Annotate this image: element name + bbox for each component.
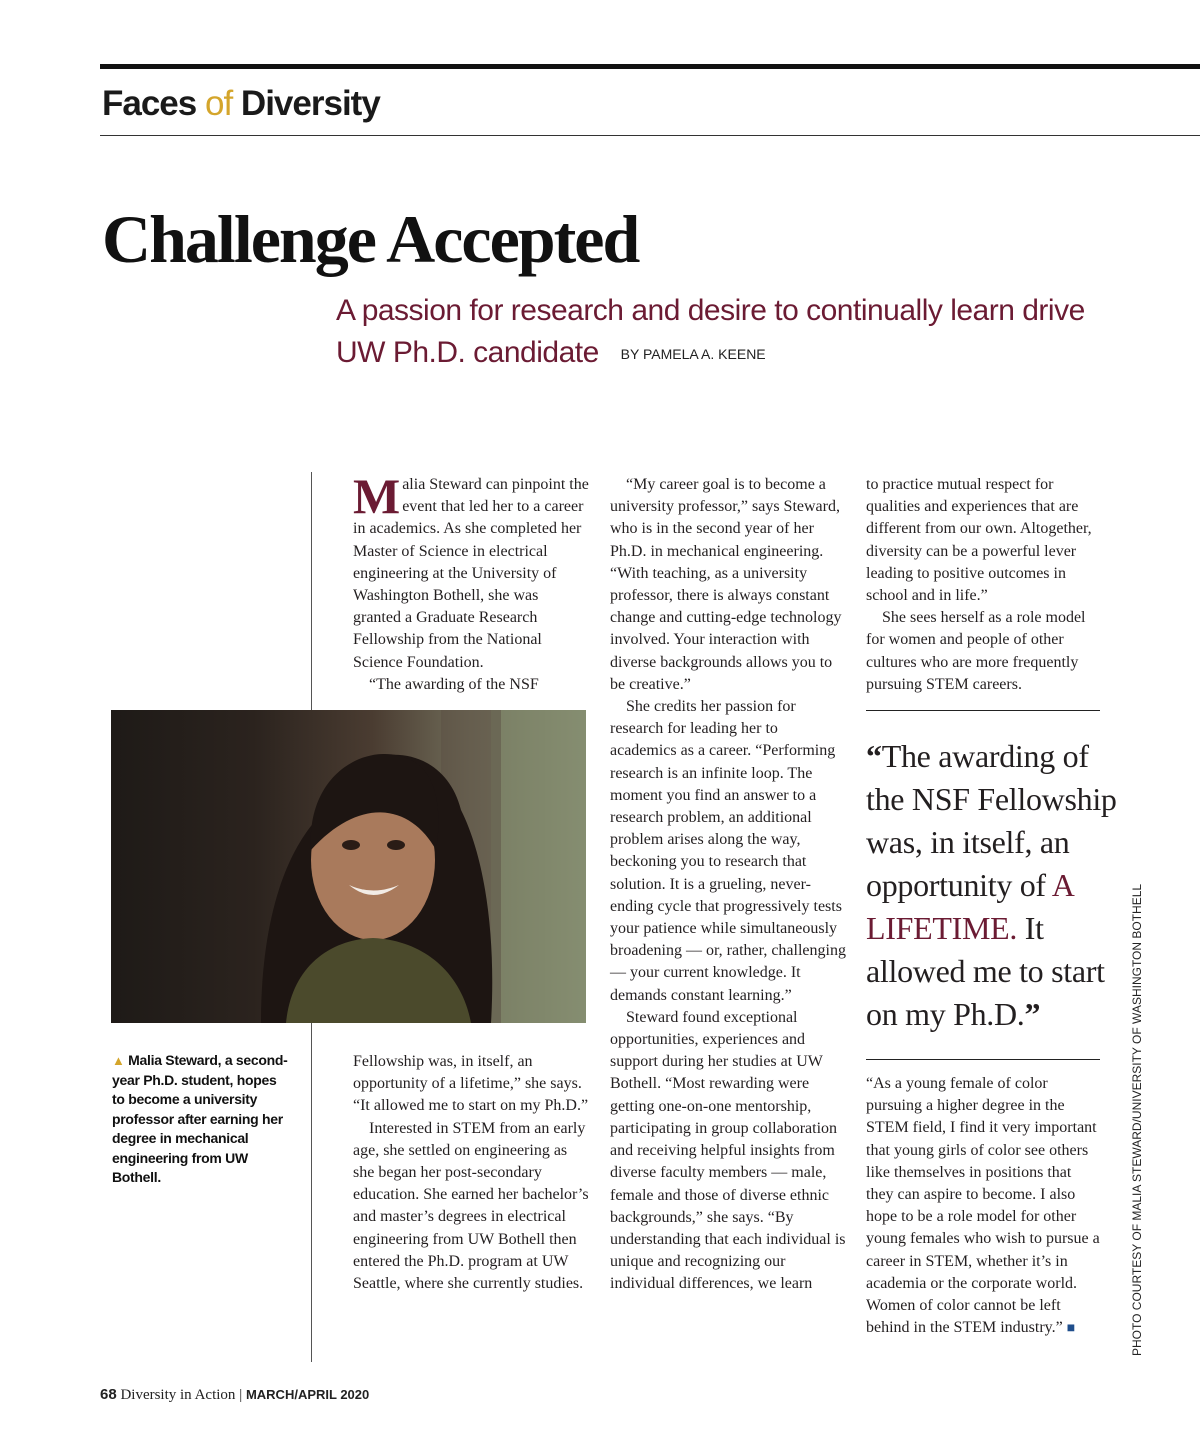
triangle-icon: ▲ [112,1053,125,1068]
pullquote-close-mark: ” [1024,996,1041,1032]
dek-text: A passion for research and desire to continually learn drive UW Ph.D. candidate [336,294,1085,369]
portrait-illustration [111,710,586,1023]
magazine-name: Diversity in Action [120,1387,236,1403]
body-column-1-bottom [353,1051,589,1295]
footer-separator: | [239,1387,243,1403]
article-dek [336,290,1096,375]
pullquote-lead: The awarding of the NSF Fellowship was, in itself, an opportunity of [866,738,1117,903]
body-column-2 [610,474,848,1296]
pullquote-rule-bottom [866,1059,1100,1060]
section-header-of: of [204,84,233,123]
paragraph: She sees herself as a role model for women and people of other cultures who are more frequently pursuing STEM careers. [866,609,1086,693]
pullquote-open-mark: “ [866,738,882,774]
body-column-1-top [353,468,589,696]
pull-quote [866,735,1126,1036]
photo-caption [112,1051,292,1188]
paragraph: “The awarding of the NSF [369,675,539,693]
pullquote-tail: It allowed me to start on my Ph.D. [866,910,1105,1032]
section-header-diversity: Diversity [240,84,380,123]
body-column-3-top [866,474,1102,696]
paragraph: to practice mutual respect for qualities and experiences that are different from our own. Altogether, diversity can be a powerful lever leading to positive outcomes in school and in life.” [866,476,1092,605]
page-footer [100,1386,369,1404]
body-column-3-bottom [866,1073,1102,1340]
byline: BY PAMELA A. KEENE [620,346,766,363]
section-header [102,84,380,124]
portrait-photo [111,710,586,1023]
paragraph: “My career goal is to become a university professor,” says Steward, who is in the second year of her Ph.D. in mechanical engineering. “With teaching, as a university professor, there is always constant change and cutting-edge technology involved. Your interaction with diverse backgrounds allows you to be creative.” [610,476,842,693]
issue-date: MARCH/APRIL 2020 [245,1387,370,1402]
header-rule [100,135,1200,136]
page-number: 68 [100,1386,117,1403]
drop-cap: M [353,468,401,524]
paragraph [866,1073,1102,1340]
top-rule [100,64,1200,69]
pullquote-highlight: A LIFETIME. [866,867,1073,946]
paragraph-text: alia Steward can pinpoint the event that led her to a career in academics. As she completed her Master of Science in electrical engineering at the University of Washington Bothell, she was granted a Graduate Research Fellowship from the National Science Foundation. [353,476,589,671]
pullquote-rule-top [866,710,1100,711]
section-header-faces: Faces [102,84,197,123]
article-title: Challenge Accepted [102,201,639,277]
end-mark-icon: ■ [1066,1321,1076,1337]
paragraph [353,468,589,674]
caption-text: Malia Steward, a second-year Ph.D. student, hopes to become a university professor after earning her degree in mechanical engineering from UW Bothell. [112,1052,288,1185]
photo-credit: PHOTO COURTESY OF MALIA STEWARD/UNIVERSITY OF WASHINGTON BOTHELL [1130,883,1144,1356]
paragraph: Steward found exceptional opportunities, experiences and support during her studies at UW Bothell. “Most rewarding were getting one-on-one mentorship, participating in group collaboration and receiving helpful insights from diverse faculty members — male, female and those of diverse ethnic backgrounds,” she says. “By understanding that each individual is unique and recognizing our individual differences, we learn [610,1008,846,1293]
paragraph: Fellowship was, in itself, an opportunity of a lifetime,” she says. “It allowed me to start on my Ph.D.” [353,1053,589,1115]
paragraph: She credits her passion for research for leading her to academics as a career. “Performing research is an infinite loop. The moment you find an answer to a research problem, an additional problem arises along the way, beckoning you to research that solution. It is a grueling, never-ending cycle that progressively tests your patience while simultaneously broadening — or, rather, challenging — your current knowledge. It demands constant learning.” [610,698,846,1004]
paragraph-text: “As a young female of color pursuing a higher degree in the STEM field, I find it very important that young girls of color see others like themselves in positions that they can aspire to become. I also hope to be a role model for other young females who wish to pursue a career in STEM, whether it’s in academia or the corporate world. Women of color cannot be left behind in the STEM industry.” [866,1075,1100,1337]
paragraph: Interested in STEM from an early age, she settled on engineering as she began her post-secondary education. She earned her bachelor’s and master’s degrees in electrical engineering from UW Bothell then entered the Ph.D. program at UW Seattle, where she currently studies. [353,1119,589,1293]
